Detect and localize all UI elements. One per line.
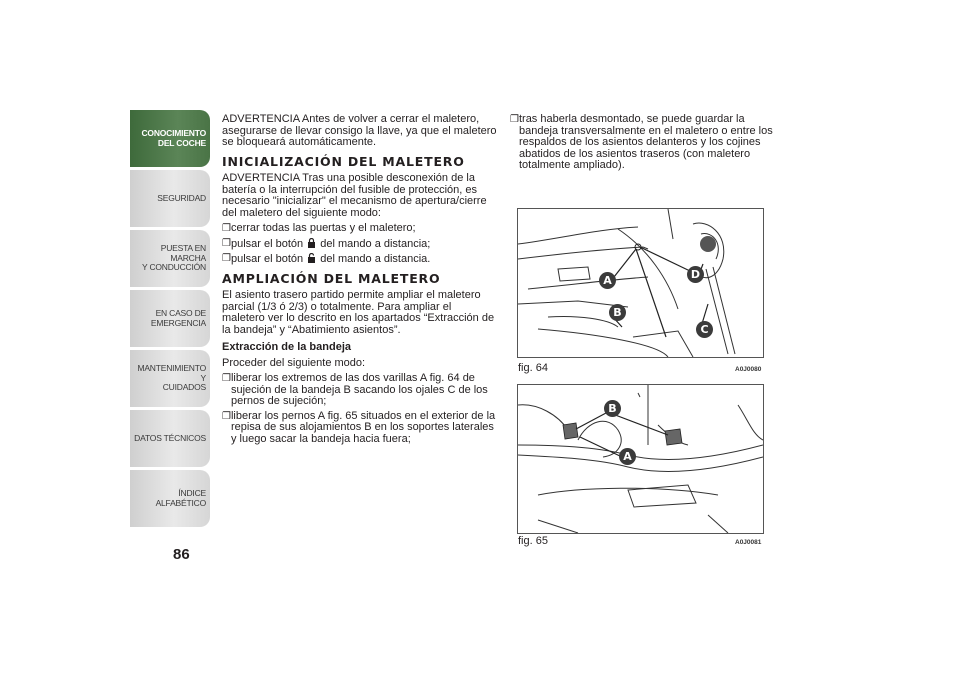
- lock-icon: [307, 238, 316, 248]
- figure-64-code: A0J0080: [735, 366, 762, 373]
- list-item: ❐ liberar los pernos A fig. 65 situados en el exterior de la repisa de sus alojamientos B en los soportes laterales y luego sacar la bandeja hacia fuera;: [222, 409, 496, 445]
- tab-seguridad[interactable]: SEGURIDAD: [130, 170, 210, 227]
- tab-puesta-en-marcha[interactable]: PUESTA EN MARCHA Y CONDUCCIÓN: [130, 230, 210, 287]
- left-column: [222, 114, 497, 448]
- figure-65-illustration: [517, 384, 764, 534]
- heading-inicializacion: INICIALIZACIÓN DEL MALETERO: [222, 153, 465, 169]
- figure-65-caption: fig. 65: [518, 535, 548, 547]
- warning-text: ADVERTENCIA Antes de volver a cerrar el maletero, asegurarse de llevar consigo la llave, ya que el maletero se bloqueará automáticamente.: [222, 113, 497, 148]
- chapter-tabs: [130, 110, 210, 530]
- tab-datos-tecnicos[interactable]: DATOS TÉCNICOS: [130, 410, 210, 467]
- subheading-extraccion: Extracción de la bandeja: [222, 341, 351, 353]
- figure-65-code: A0J0081: [735, 539, 762, 546]
- list-item: ❐ tras haberla desmontado, se puede guardar la bandeja transversalmente en el maletero o entre los respaldos de los asientos delanteros y los cojines abatidos de los asientos traseros (con maletero totalmente ampliado).: [510, 113, 773, 171]
- marker-a: A: [619, 448, 636, 465]
- trunk-rods-drawing: [518, 209, 763, 357]
- list-item: ❐ cerrar todas las puertas y el maletero;: [222, 222, 416, 234]
- paragraph: El asiento trasero partido permite ampliar el maletero parcial (1/3 ó 2/3) o totalmente. Para ampliar el maletero ver lo descrito en los apartados “Extracción de la bandeja” y “Abatimiento asientos”.: [222, 289, 495, 336]
- marker-d: D: [687, 266, 704, 283]
- right-column: [510, 114, 775, 175]
- list-item: ❐ liberar los extremos de las dos varillas A fig. 64 de sujeción de la bandeja B sacando los ojales C de los pernos de sujeción;: [222, 372, 488, 407]
- figure-64-illustration: [517, 208, 764, 358]
- checkbox-bullet-icon: ❐: [222, 253, 231, 264]
- checkbox-bullet-icon: ❐: [222, 410, 231, 422]
- warning-text: ADVERTENCIA Tras una posible desconexión de la batería o la interrupción del fusible de protección, es necesario "inicializar" el mecanismo de apertura/cierre del maletero del siguiente modo:: [222, 172, 487, 219]
- tab-indice-alfabetico[interactable]: ÍNDICE ALFABÉTICO: [130, 470, 210, 527]
- heading-ampliacion: AMPLIACIÓN DEL MALETERO: [222, 270, 441, 286]
- paragraph: Proceder del siguiente modo:: [222, 356, 366, 369]
- tab-conocimiento-del-coche[interactable]: CONOCIMIENTO DEL COCHE: [130, 110, 210, 167]
- checkbox-bullet-icon: ❐: [222, 223, 231, 234]
- page-number: 86: [173, 546, 190, 563]
- tab-mantenimiento[interactable]: MANTENIMIENTO Y CUIDADOS: [130, 350, 210, 407]
- checkbox-bullet-icon: ❐: [222, 237, 231, 249]
- marker-b: B: [609, 304, 626, 321]
- checkbox-bullet-icon: ❐: [222, 373, 231, 384]
- figure-64-caption: fig. 64: [518, 362, 548, 374]
- marker-a: A: [599, 272, 616, 289]
- shelf-pins-drawing: [518, 385, 763, 533]
- checkbox-bullet-icon: ❐: [510, 114, 519, 125]
- tab-en-caso-de-emergencia[interactable]: EN CASO DE EMERGENCIA: [130, 290, 210, 347]
- marker-b: B: [604, 400, 621, 417]
- list-item: ❐ pulsar el botón del mando a distancia;: [222, 237, 431, 250]
- unlock-icon: [307, 253, 316, 263]
- marker-c: C: [696, 321, 713, 338]
- list-item: ❐ pulsar el botón del mando a distancia.: [222, 253, 431, 265]
